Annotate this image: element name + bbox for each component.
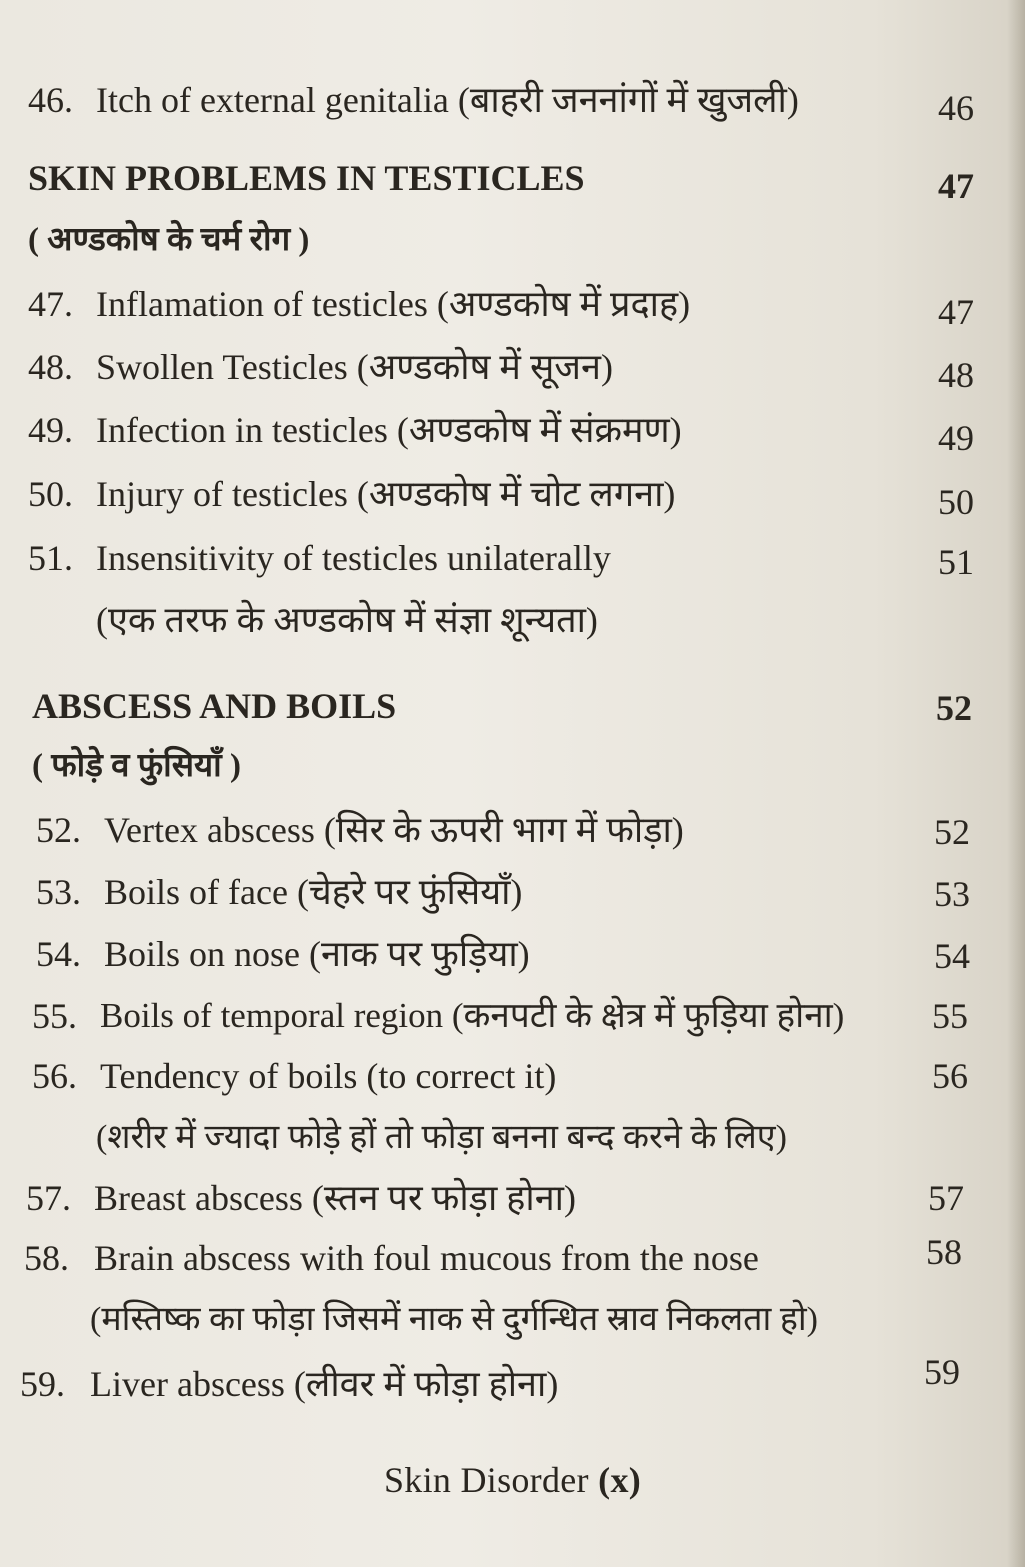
entry-title: Insensitivity of testicles unilaterally <box>96 538 611 578</box>
entry-title: Liver abscess (लीवर में फोड़ा होना) <box>90 1364 559 1404</box>
entry-page: 49 <box>938 418 974 458</box>
entry-number: 49. <box>28 410 73 450</box>
entry-page: 46 <box>938 88 974 128</box>
entry-title: Boils on nose (नाक पर फुड़िया) <box>104 934 530 974</box>
entry-subtitle: (एक तरफ के अण्डकोष में संज्ञा शून्यता) <box>96 600 598 640</box>
section-page: 52 <box>936 688 972 728</box>
section-title: ABSCESS AND BOILS <box>32 686 397 726</box>
entry-page: 54 <box>934 936 970 976</box>
entry-number: 55. <box>32 996 77 1036</box>
entry-number: 53. <box>36 872 81 912</box>
entry-number: 50. <box>28 474 73 514</box>
footer-title: Skin Disorder <box>383 1460 599 1500</box>
entry-page: 59 <box>924 1352 960 1392</box>
entry-page: 58 <box>926 1232 962 1272</box>
page-footer <box>0 1458 1025 1502</box>
section-title: SKIN PROBLEMS IN TESTICLES <box>28 158 585 198</box>
footer-page-number: (x) <box>598 1460 642 1500</box>
entry-title: Brain abscess with foul mucous from the nose <box>94 1238 759 1278</box>
entry-page: 52 <box>934 812 970 852</box>
entry-page: 57 <box>928 1178 964 1218</box>
entry-number: 59. <box>20 1364 65 1404</box>
entry-page: 53 <box>934 874 970 914</box>
entry-title: Vertex abscess (सिर के ऊपरी भाग में फोड़ा) <box>104 810 684 850</box>
entry-page: 55 <box>932 996 968 1036</box>
entry-number: 51. <box>28 538 73 578</box>
entry-number: 54. <box>36 934 81 974</box>
entry-number: 57. <box>26 1178 71 1218</box>
section-page: 47 <box>938 166 974 206</box>
entry-number: 47. <box>28 284 73 324</box>
entry-page: 47 <box>938 292 974 332</box>
entry-number: 48. <box>28 347 73 387</box>
page-edge-shadow <box>1007 0 1025 1567</box>
entry-page: 51 <box>938 542 974 582</box>
entry-title: Itch of external genitalia (बाहरी जननांगों में खुजली) <box>96 80 799 120</box>
entry-title: Injury of testicles (अण्डकोष में चोट लगना) <box>96 474 676 514</box>
entry-page: 48 <box>938 355 974 395</box>
entry-title: Inflamation of testicles (अण्डकोष में प्रदाह) <box>96 284 691 324</box>
entry-number: 52. <box>36 810 81 850</box>
entry-page: 56 <box>932 1056 968 1096</box>
entry-title: Boils of temporal region (कनपटी के क्षेत्र में फुड़िया होना) <box>100 996 845 1035</box>
entry-number: 56. <box>32 1056 77 1096</box>
entry-subtitle: (मस्तिष्क का फोड़ा जिसमें नाक से दुर्गन्धित स्राव निकलता हो) <box>90 1301 819 1338</box>
entry-title: Breast abscess (स्तन पर फोड़ा होना) <box>94 1178 576 1218</box>
entry-title: Boils of face (चेहरे पर फुंसियाँ) <box>104 872 523 912</box>
entry-number: 58. <box>24 1238 69 1278</box>
entry-subtitle: (शरीर में ज्यादा फोड़े हों तो फोड़ा बनना बन्द करने के लिए) <box>96 1119 787 1156</box>
section-hindi-title: ( फोड़े व फुंसियाँ ) <box>32 748 241 784</box>
entry-page: 50 <box>938 482 974 522</box>
entry-title: Infection in testicles (अण्डकोष में संक्रमण) <box>96 410 682 450</box>
entry-number: 46. <box>28 80 73 120</box>
entry-title: Tendency of boils (to correct it) <box>100 1056 557 1096</box>
section-hindi-title: ( अण्डकोष के चर्म रोग ) <box>28 222 310 258</box>
entry-title: Swollen Testicles (अण्डकोष में सूजन) <box>96 347 613 387</box>
